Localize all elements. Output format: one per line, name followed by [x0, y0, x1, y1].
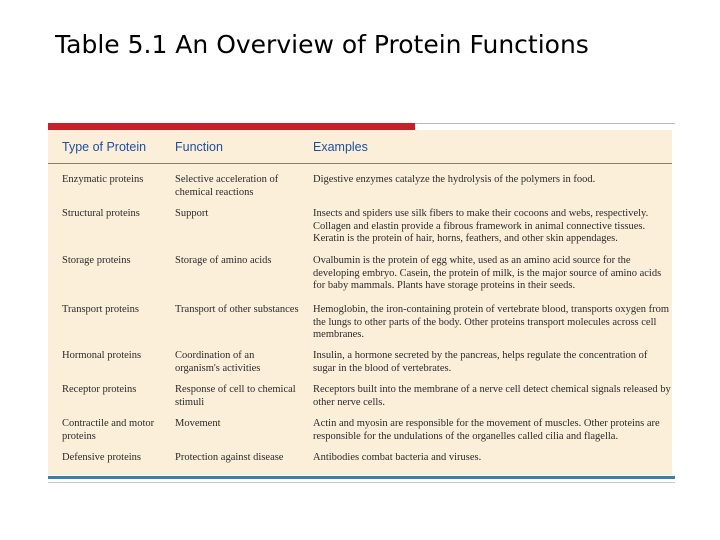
row-examples-transport: Hemoglobin, the iron-containing protein of vertebrate blood, transports oxygen from the lungs to other parts of the body. Other proteins transport molecules across cell membranes.: [313, 304, 670, 341]
row-type-transport: Transport proteins: [62, 304, 139, 315]
row-examples-structural: Insects and spiders use silk fibers to make their cocoons and webs, respectively. Collagen and elastin provide a fibrous framework in animal connective tissues. Keratin is the protein of hair, horns, feathers, and other skin appendages.: [313, 208, 649, 245]
row-function-contractile: Movement: [175, 418, 221, 429]
row-type-enzymatic: Enzymatic proteins: [62, 174, 144, 185]
row-function-hormonal: Coordination of an organism's activities: [175, 350, 261, 374]
row-examples-receptor: Receptors built into the membrane of a nerve cell detect chemical signals released by other nerve cells.: [313, 384, 671, 408]
row-function-storage: Storage of amino acids: [175, 255, 272, 266]
header-divider: [48, 163, 672, 164]
row-type-contractile: Contractile and motor proteins: [62, 418, 155, 442]
row-type-structural: Structural proteins: [62, 208, 140, 219]
row-examples-contractile: Actin and myosin are responsible for the movement of muscles. Other proteins are responsible for the undulations of the organelles called cilia and flagella.: [313, 418, 660, 442]
row-type-receptor: Receptor proteins: [62, 384, 137, 395]
column-header-examples: Examples: [313, 140, 368, 154]
column-header-function: Function: [175, 140, 223, 154]
column-header-type: Type of Protein: [62, 140, 147, 154]
row-function-transport: Transport of other substances: [175, 304, 299, 315]
row-examples-defensive: Antibodies combat bacteria and viruses.: [313, 452, 482, 463]
row-function-defensive: Protection against disease: [175, 452, 284, 463]
top-accent-bar: [48, 123, 415, 130]
bottom-rule: [48, 482, 675, 483]
row-type-hormonal: Hormonal proteins: [62, 350, 142, 361]
top-rule: [415, 123, 675, 124]
bottom-accent-bar: [48, 476, 675, 479]
row-examples-storage: Ovalbumin is the protein of egg white, used as an amino acid source for the developing embryo. Casein, the protein of milk, is the major source of amino acids for baby mammals. Plants have storage proteins in their seeds.: [313, 255, 662, 292]
row-function-enzymatic: Selective acceleration of chemical reactions: [175, 174, 279, 198]
row-function-receptor: Response of cell to chemical stimuli: [175, 384, 296, 408]
slide-title: Table 5.1 An Overview of Protein Functions: [55, 30, 589, 59]
row-function-structural: Support: [175, 208, 209, 219]
row-type-storage: Storage proteins: [62, 255, 131, 266]
row-examples-enzymatic: Digestive enzymes catalyze the hydrolysis of the polymers in food.: [313, 174, 596, 185]
row-examples-hormonal: Insulin, a hormone secreted by the pancreas, helps regulate the concentration of sugar in the blood of vertebrates.: [313, 350, 648, 374]
row-type-defensive: Defensive proteins: [62, 452, 142, 463]
